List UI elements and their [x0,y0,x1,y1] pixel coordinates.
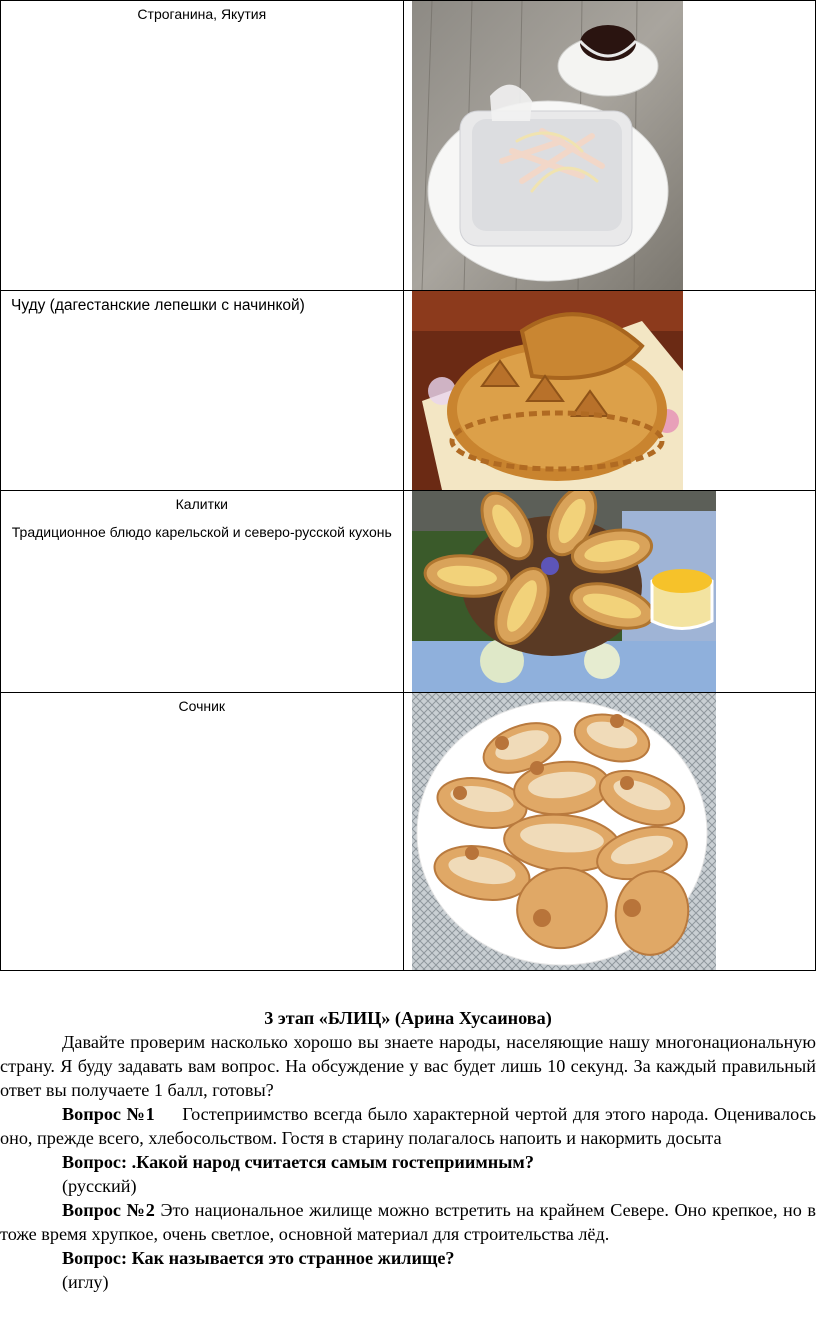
question-1-paragraph [0,1102,816,1150]
dish-photo-cell [403,693,815,971]
section-heading: 3 этап «БЛИЦ» (Арина Хусаинова) [264,1008,552,1028]
question-2-text: Это национальное жилище можно встретить на крайнем Севере. Оно крепкое, но в тоже время хрупкое, очень светлое, основной материал для строительства лёд. [0,1200,816,1244]
question-2-label: Вопрос №2 [62,1200,155,1220]
dish-photo-cell [403,491,815,693]
dish-title: Калитки [175,496,228,512]
question-1-prompt [0,1150,816,1174]
intro-paragraph: Давайте проверим насколько хорошо вы знаете народы, населяющие нашу многонациональную страну. Я буду задавать вам вопрос. На обсуждение у вас будет лишь 10 секунд. За каждый правильный ответ вы получаете 1 балл, готовы? [0,1032,816,1100]
question-1-label: Вопрос №1 [62,1104,155,1124]
question-1-answer: (русский) [62,1176,137,1196]
question-2-prompt [0,1246,816,1270]
dish-name-cell [1,291,404,491]
dish-title: Строганина, Якутия [137,6,267,22]
dish-description: Традиционное блюдо карельской и северо-русской кухонь [11,523,392,540]
chudu-photo [412,291,683,490]
sochnik-photo [412,693,716,970]
table-row [1,693,816,971]
stroganina-photo [412,1,683,290]
question-2-answer: (иглу) [62,1272,109,1292]
dish-title: Сочник [178,698,226,714]
question-2-question: Вопрос: Как называется это странное жилище? [62,1248,455,1268]
table-row [1,291,816,491]
dish-name-cell [1,1,404,291]
blitz-section [0,1006,816,1294]
dish-photo-cell [403,1,815,291]
dish-photo-cell [403,291,815,491]
table-row [1,1,816,291]
question-1-text: Гостеприимство всегда было характерной чертой для этого народа. Оценивалось оно, прежде всего, хлебосольством. Гостя в старину полагалось напоить и накормить досыта [0,1104,816,1148]
table-row [1,491,816,693]
question-1-question: Вопрос: .Какой народ считается самым гостеприимным? [62,1152,534,1172]
dish-name-cell [1,491,404,693]
dish-title: Чуду (дагестанские лепешки с начинкой) [11,297,305,314]
kalitki-photo [412,491,716,692]
question-2-paragraph [0,1198,816,1246]
dish-name-cell [1,693,404,971]
